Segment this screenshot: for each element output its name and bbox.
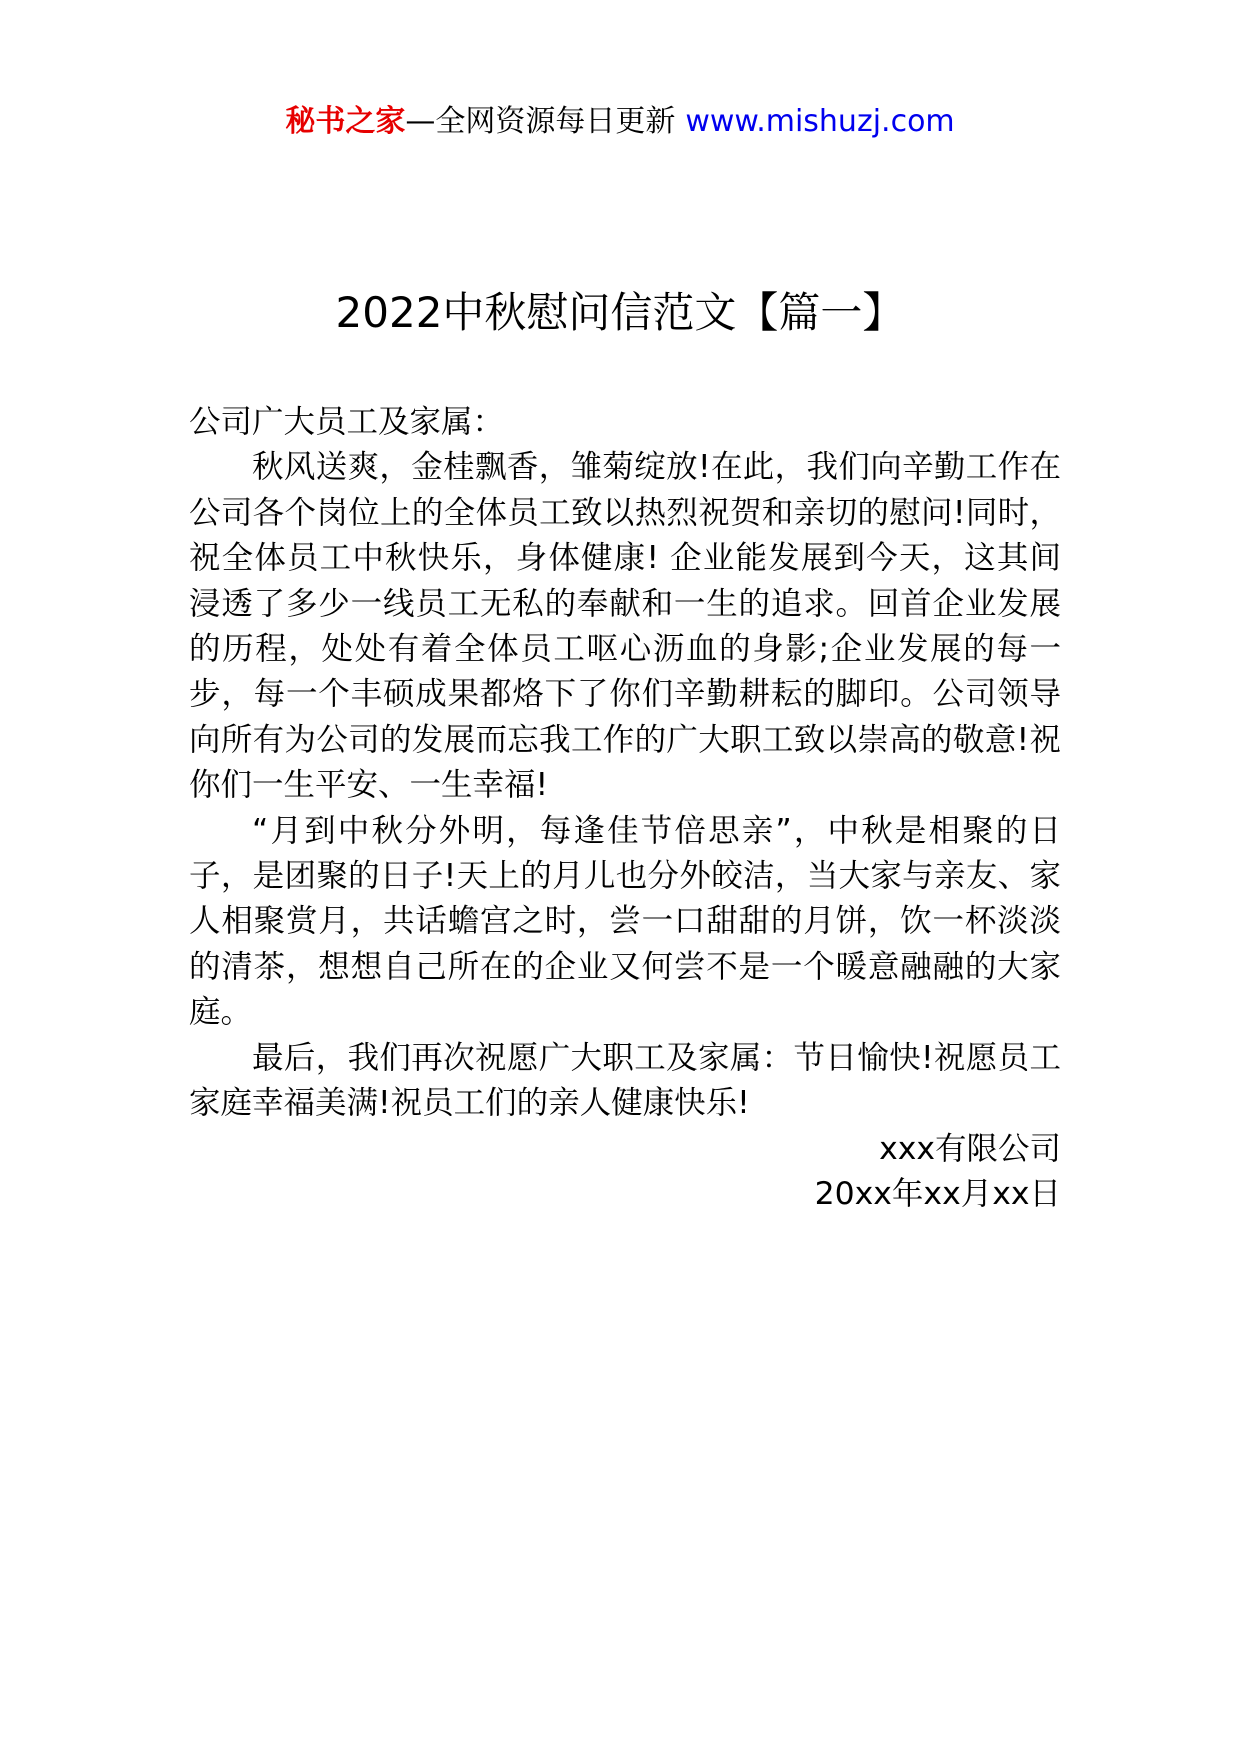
site-header [0, 100, 1240, 144]
document-body [189, 400, 1061, 1217]
body-paragraph: 秋风送爽，金桂飘香，雏菊绽放!在此，我们向辛勤工作在公司各个岗位上的全体员工致以热烈祝贺和亲切的慰问!同时，祝全体员工中秋快乐，身体健康! 企业能发展到今天，这其间浸透了多少一线员工无私的奉献和一生的追求。回首企业发展的历程，处处有着全体员工呕心沥血的身影;企业发展的每一步，每一个丰硕成果都烙下了你们辛勤耕耘的脚印。公司领导向所有为公司的发展而忘我工作的广大职工致以崇高的敬意!祝你们一生平安、一生幸福! [189, 449, 1061, 804]
site-url-link[interactable]: www.mishuzj.com [685, 104, 955, 139]
document-title: 2022中秋慰问信范文【篇一】 [335, 288, 905, 337]
body-paragraph: “月到中秋分外明，每逢佳节倍思亲”，中秋是相聚的日子，是团聚的日子!天上的月儿也分外皎洁，当大家与亲友、家人相聚赏月，共话蟾宫之时，尝一口甜甜的月饼，饮一杯淡淡的清茶，想想自己所在的企业又何尝不是一个暖意融融的大家庭。 [189, 812, 1061, 1031]
salutation: 公司广大员工及家属： [189, 404, 505, 440]
body-paragraph: 最后，我们再次祝愿广大职工及家属：节日愉快!祝愿员工家庭幸福美满!祝员工们的亲人健康快乐! [189, 1039, 1061, 1122]
site-slogan: —全网资源每日更新 [405, 104, 676, 139]
signature-company: xxx有限公司 [879, 1130, 1061, 1167]
site-brand: 秘书之家 [285, 104, 406, 139]
signature-date: 20xx年xx月xx日 [814, 1175, 1061, 1212]
